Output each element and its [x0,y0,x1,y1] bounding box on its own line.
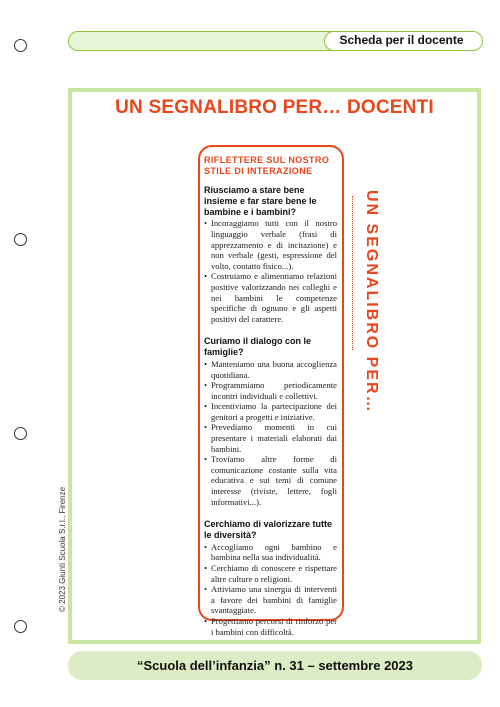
header-bar [68,31,482,51]
list-item: • Incentiviamo la partecipazione dei genitori a progetti e iniziative. [204,401,337,422]
binder-hole-top [14,39,27,52]
bookmark-content [204,155,337,649]
header-tag: Scheda per il docente [324,31,482,51]
bullet-list [204,542,337,637]
binder-hole-upper [14,233,27,246]
binder-hole-bottom [14,620,27,633]
section-question: Cerchiamo di valorizzare tutte le diversità? [204,519,333,541]
copyright-notice: © 2023 Giunti Scuola S.r.l., Firenze [58,486,67,612]
binder-hole-lower [14,427,27,440]
list-item: • Prevediamo momenti in cui presentare i materiali elaborati dai bambini. [204,422,337,454]
page-title: UN SEGNALIBRO PER… DOCENTI [115,97,434,118]
footer-bar: “Scuola dell’infanzia” n. 31 – settembre 2023 [68,651,482,680]
list-item: • Costruiamo e alimentiamo relazioni positive valorizzando nei colleghi e nei bambini le competenze specifiche di ognuno e gli aspetti positivi del carattere. [204,271,337,324]
bookmark-side-label: UN SEGNALIBRO PER… [363,190,380,414]
section-diversity [204,519,337,637]
bookmark-title: RIFLETTERE SUL NOSTRO STILE DI INTERAZIONE [204,155,330,176]
bullet-list [204,359,337,507]
section-families [204,336,337,507]
bookmark-dotted-line [352,196,353,350]
list-item: • Attiviamo una sinergia di interventi a favore dei bambini di famiglie svantaggiate. [204,584,337,616]
list-item: • Cerchiamo di conoscere e rispettare altre culture o religioni. [204,563,337,584]
section-question: Curiamo il dialogo con le famiglie? [204,336,312,358]
list-item: • Troviamo altre forme di comunicazione costante sulla vita educativa e sui temi di comune interesse (riviste, lettere, fogli informativi...). [204,454,337,507]
section-wellbeing [204,185,337,324]
bullet-list [204,218,337,324]
list-item: • Manteniamo una buona accoglienza quotidiana. [204,359,337,380]
list-item: • Incoraggiamo tutti con il nostro linguaggio verbale (frasi di apprezzamento e di incitazione) e non verbale (gesti, espressione del volto, contatto fisico...). [204,218,337,271]
section-question: Riusciamo a stare bene insieme e far stare bene le bambine e i bambini? [204,185,317,217]
list-item: • Programmiamo periodicamente incontri individuali e collettivi. [204,380,337,401]
list-item: • Progettiamo percorsi di rinforzo per i bambini con difficoltà. [204,616,337,637]
list-item: • Accogliamo ogni bambino e bambina nella sua individualità. [204,542,337,563]
